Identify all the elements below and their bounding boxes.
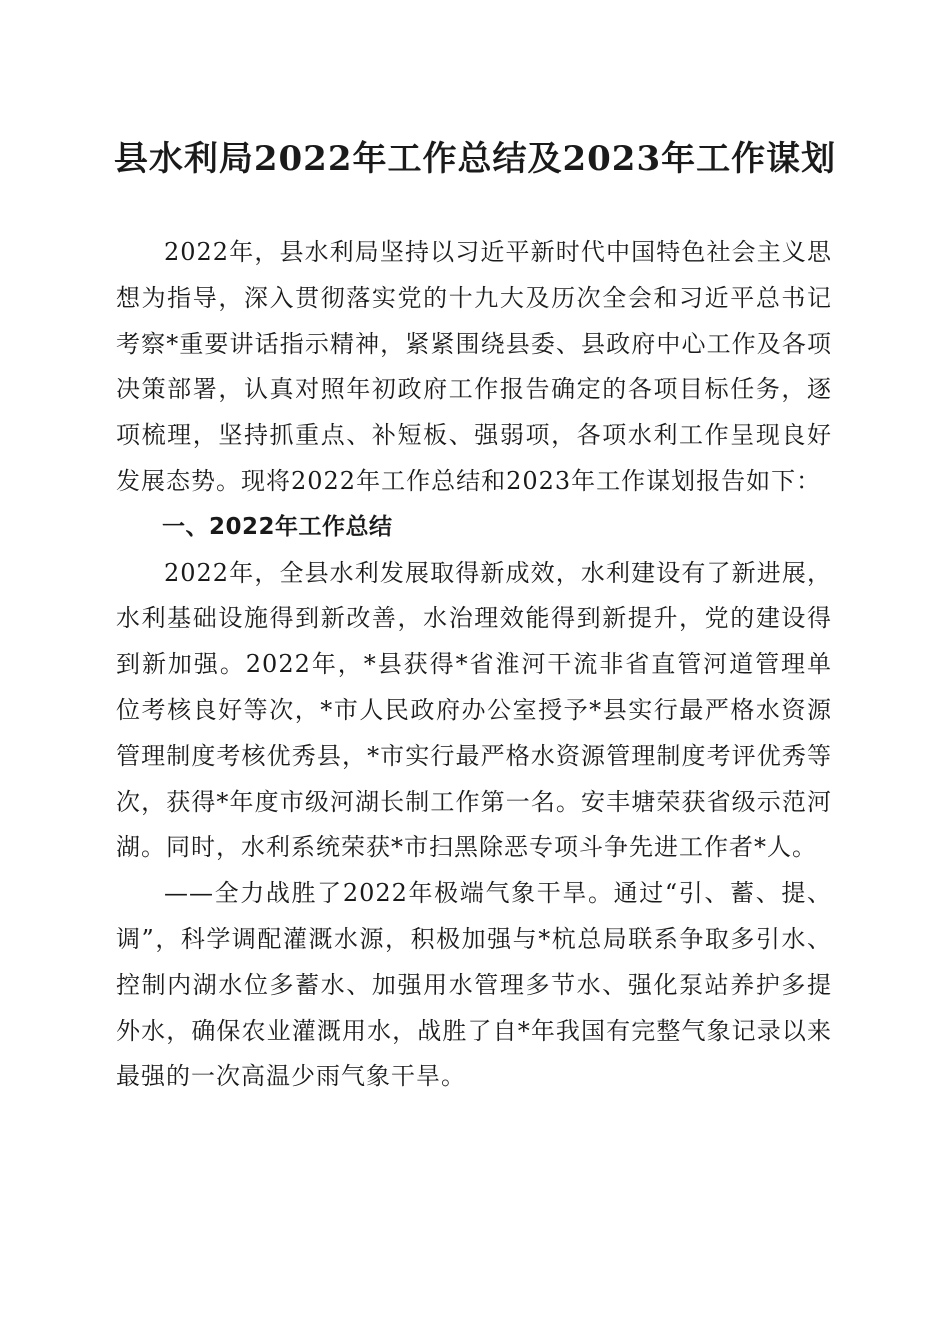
section-heading-summary: 一、2022年工作总结 [162,513,393,540]
intro-paragraph: 2022年，县水利局坚持以习近平新时代中国特色社会主义思想为指导，深入贯彻落实党的十九大及历次全会和习近平总书记考察*重要讲话指示精神，紧紧围绕县委、县政府中心工作及各项决策部署，认真对照年初政府工作报告确定的各项目标任务，逐项梳理，坚持抓重点、补短板、强弱项，各项水利工作呈现良好发展态势。现将2022年工作总结和2023年工作谋划报告如下： [116,238,832,495]
summary-paragraph: 2022年，全县水利发展取得新成效，水利建设有了新进展，水利基础设施得到新改善，水治理效能得到新提升，党的建设得到新加强。2022年，*县获得*省淮河干流非省直管河道管理单位考核良好等次，*市人民政府办公室授予*县实行最严格水资源管理制度考核优秀县，*市实行最严格水资源管理制度考评优秀等次，获得*年度市级河湖长制工作第一名。安丰塘荣获省级示范河湖。同时，水利系统荣获*市扫黑除恶专项斗争先进工作者*人。 [116,558,832,862]
drought-paragraph: ——全力战胜了2022年极端气象干旱。通过“引、蓄、提、调”，科学调配灌溉水源，积极加强与*杭总局联系争取多引水、控制内湖水位多蓄水、加强用水管理多节水、强化泵站养护多提外水，确保农业灌溉用水，战胜了自*年我国有完整气象记录以来最强的一次高温少雨气象干旱。 [116,879,832,1091]
document-body [116,230,832,1100]
document-title: 县水利局2022年工作总结及2023年工作谋划 [113,139,837,179]
